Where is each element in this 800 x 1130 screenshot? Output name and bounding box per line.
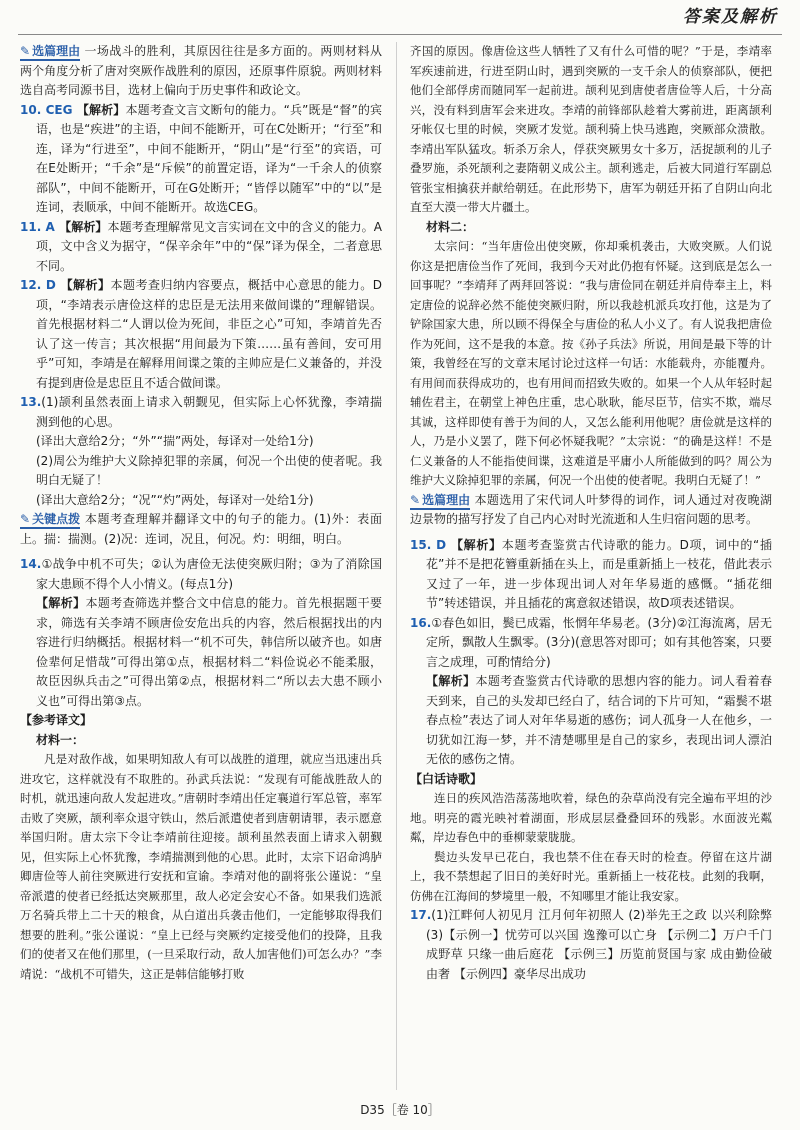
question-number: 17. xyxy=(410,908,432,922)
material-subheading xyxy=(20,731,382,751)
analysis-label: 【解析】 xyxy=(36,596,86,610)
question-number: 12. xyxy=(20,278,42,292)
scoring-note: (译出大意给2分；“况”“灼”两处，每译对一处给1分) xyxy=(36,492,314,507)
question-block xyxy=(20,276,382,393)
body-text: 凡是对敌作战，如果明知敌人有可以战胜的道理，就应当迅速出兵进攻它，这样就没有不取胜的。孙武兵法说：“发现有可能战胜敌人的时机，就迅速向敌人发起进攻。”唐朝时李靖出任定襄道行军总管，率军击败了突厥，颉利率众退守铁山，然后派遣使者到唐朝请罪，表示愿意举国归附。唐太宗下令让李靖前往迎接。颉利虽然表面上请求入朝觐见，但实际上心怀犹豫，李靖揣测到他的心思。此时，太宗下诏命鸿胪卿唐俭等人前往突厥进行安抚和宣谕。李靖对他的副将张公谨说：“皇帝派遣的使者已经抵达突厥那里，敌人必定会安心不备。如果我们选派万名骑兵带上二十天的粮食，从白道出兵袭击他们，一定能够取得我们想要的胜利。”张公谨说：“皇上已经与突厥约定接受他们的投降，且我们的使者又在他们那里，(一旦采取行动，敌人加害他们)可怎么办？”李靖说：“战机不可错失，这正是韩信能够打败 xyxy=(20,752,382,981)
material-subheading-text: 材料一： xyxy=(36,732,85,747)
text-paragraph xyxy=(20,594,382,711)
column-divider xyxy=(396,42,397,1090)
selection-note xyxy=(410,491,772,530)
question-number: 16. xyxy=(410,615,432,630)
text-paragraph xyxy=(20,750,382,984)
question-block xyxy=(20,101,382,218)
question-number: 11. xyxy=(20,219,42,234)
text-paragraph xyxy=(410,672,772,770)
selection-note xyxy=(20,510,382,549)
right-column xyxy=(410,42,772,984)
left-column xyxy=(20,42,382,984)
body-text: 本题考查鉴赏古代诗歌的思想内容的能力。词人看着春天到来，自己的头发却已经白了，结合词的下片可知，“霜鬓不堪春点检”表达了词人对年华易逝的感伤；词人孤身一人在他乡，一切犹如江海一梦，并不清楚哪里是自己的家乡，表现出词人漂泊无依的感伤之情。 xyxy=(426,674,772,766)
scoring-note: (译出大意给2分；“外”“揣”两处，每译对一处给1分) xyxy=(36,434,314,448)
section-heading-text: 【白话诗歌】 xyxy=(410,771,483,786)
body-text: 连日的疾风浩浩荡荡地吹着，绿色的杂草尚没有完全遍布平坦的沙地。明亮的霞光映衬着湖面，形成层层叠叠回环的残影。水面波光粼粼，岸边春色中的垂柳蒙蒙胧胧。 xyxy=(410,791,772,844)
body-text: 本题考查鉴赏古代诗歌的能力。D项，词中的“插花”并不是把花簪重新插在头上，而是重新插上一枝花，借此表示又过了一年，进一步体现出词人对年华易逝的感慨。“插花细节”转述错误，并且插花的寓意叙述错误，故D项表述错误。 xyxy=(426,537,772,610)
text-paragraph xyxy=(410,789,772,848)
analysis-label: 【解析】 xyxy=(426,674,476,688)
note-tag: ✎ 关键点拨 xyxy=(20,511,80,529)
note-tag: ✎ 选篇理由 xyxy=(20,43,80,61)
section-heading-text: 【参考译文】 xyxy=(20,713,93,727)
page-header: 答案及解析 xyxy=(683,7,778,27)
question-block xyxy=(410,906,772,984)
material-subheading-text: 材料二： xyxy=(426,219,475,234)
question-block xyxy=(20,218,382,277)
question-block xyxy=(20,393,382,510)
answer-text: (1)颉利虽然表面上请求入朝觐见，但实际上心怀犹豫，李靖揣测到他的心思。 xyxy=(36,395,382,429)
analysis-label: 【解析】 xyxy=(450,537,502,552)
body-text: 本题考查文言文断句的能力。“兵”既是“督”的宾语，也是“疾进”的主语，中间不能断开，可在C处断开；“行至”和连，译为“行进至”，中间不能断开，“阴山”是“行至”的宾语，可在E处断开；“千余”是“斥候”的前置定语，译为“一千余人的侦察部队”，中间不能断开，可在G处断开；“皆俘以随军”中的“以”是连词，表顺承，中间不能断开。故选CEG。 xyxy=(36,102,382,214)
body-text: 本题考查理解常见文言实词在文中的含义的能力。A项，文中含义为据守，“保辛余年”中的“保”译为保全，二者意思不同。 xyxy=(36,219,382,273)
header-rule xyxy=(18,34,782,35)
answer-key: A xyxy=(41,219,60,234)
note-tag: ✎ 选篇理由 xyxy=(410,492,470,510)
body-text: 太宗问：“当年唐俭出使突厥，你却乘机袭击，大败突厥。人们说你这是把唐俭当作了死间，我到今天对此仍抱有怀疑。这到底是怎么一回事呢？”李靖拜了两拜回答说：“我与唐俭同在朝廷并肩侍奉主上，料定唐俭的说辞必然不能使突厥归附，所以我趁机派兵攻打他，这是为了铲除国家大患，所以顾不得保全与唐俭的私人小义了。有人说我把唐俭作为死间，这不是我的本意。按《孙子兵法》所说，用间是最下等的计策，我曾经在写的文章末尾讨论过这样一句话：水能载舟，亦能覆舟。有用间而获得成功的，也有用间而招致失败的。如果一个人从年轻时起辅佐君主，在朝堂上神色庄重，忠心耿耿，能尽臣节，信实不欺，端尽其诚，这样即使有善于为间的人，又怎么能利用他呢？唐俭就是这样的人，乃是小义罢了，陛下何必怀疑我呢？”太宗说：“的确是这样！不是仁义兼备的人不能指使间谍，这难道是平庸小人所能做到的吗？周公为维护大义除掉犯罪的亲属，何况一个出使的使者呢。我明白无疑了！” xyxy=(410,239,772,487)
note-text: 本题考查理解并翻译文中的句子的能力。(1)外：表面上。揣：揣测。(2)况：连词，况且，何况。灼：明细，明白。 xyxy=(20,512,382,546)
question-number: 13. xyxy=(20,395,42,409)
body-text: 齐国的原因。像唐俭这些人牺牲了又有什么可惜的呢？”于是，李靖率军疾速前进，行进至阴山时，遇到突厥的一支千余人的侦察部队，便把他们全部俘虏而随同军一起前进。颉利见到唐使者唐俭等人后，十分高兴，没有料到唐军会来进攻。李靖的前锋部队趁着大雾前进，距离颉利牙帐仅七里的时候，突厥才发觉。颉利骑上快马逃跑，突厥部众溃散。李靖出军队猛攻。斩杀万余人，俘获突厥男女十多万，活捉颉利的儿子叠罗施，杀死颉利之妻隋朝义成公主。颉利逃走，后被大同道行军副总管张宝相擒获并献给朝廷。在此形势下，唐军为朝廷开拓了自阴山向北直至大漠一带大片疆土。 xyxy=(410,44,772,214)
question-number: 14. xyxy=(20,557,42,571)
answer-key: D xyxy=(41,278,61,292)
selection-note xyxy=(20,42,382,101)
question-number: 10. xyxy=(20,102,42,117)
body-text: 鬓边头发早已花白，我也禁不住在春天时的检查。停留在这片湖上，我不禁想起了旧日的美好时光。重新插上一枝花枝。此刻的我啊，仿佛在江海间的梦境里一般，不知哪里才能让我安家。 xyxy=(410,849,772,903)
answer-text: ①战争中机不可失；②认为唐俭无法使突厥归附；③为了消除国家大患顾不得个人小情义。(每点1分) xyxy=(36,557,382,591)
page-footer: D35［卷 10］ xyxy=(360,1102,440,1117)
note-text: 本题选用了宋代词人叶梦得的词作，词人通过对夜晚湖边景物的描写抒发了自己内心对时光流逝和人生归宿问题的思考。 xyxy=(410,492,772,526)
answer-text: (2)周公为维护大义除掉犯罪的亲属，何况一个出使的使者呢。我明白无疑了！ xyxy=(36,453,382,487)
answer-text: (1)江畔何人初见月 江月何年初照人 (2)举先王之政 以兴利除弊 (3)【示例一】忧劳可以兴国 逸豫可以亡身 【示例二】万户千门成野草 只缘一曲后庭花 【示例三】历览前贤国与家 成由勤俭破由奢 【示例四】豪华尽出成功 xyxy=(426,908,772,981)
note-text: 一场战斗的胜利，其原因往往是多方面的。两则材料从两个角度分析了唐对突厥作战胜利的原因，还原事件原貌。两则材料选自高考同源书目，选材上偏向于历史事件和政论文。 xyxy=(20,44,382,97)
answer-key: D xyxy=(431,537,451,552)
question-block xyxy=(410,614,772,673)
question-block xyxy=(20,555,382,594)
text-paragraph xyxy=(410,848,772,907)
analysis-label: 【解析】 xyxy=(60,278,111,292)
material-subheading xyxy=(410,218,772,238)
answer-text: ①春色如旧，鬓已成霜，怅惘年华易老。(3分)②江海流离，居无定所，飘散人生飘零。(3分)(意思答对即可；如有其他答案，只要言之成理，可酌情给分) xyxy=(426,615,772,669)
answer-key: CEG xyxy=(41,102,77,117)
analysis-label: 【解析】 xyxy=(76,102,126,117)
text-paragraph xyxy=(410,42,772,218)
section-heading xyxy=(410,770,772,790)
question-number: 15. xyxy=(410,537,432,552)
section-heading xyxy=(20,711,382,731)
question-block xyxy=(410,536,772,614)
body-text: 本题考查筛选并整合文中信息的能力。首先根据题干要求，筛选有关李靖不顾唐俭安危出兵的内容，然后根据找出的内容进行归纳概括。根据材料一“机不可失，韩信所以破齐也。如唐俭辈何足惜哉”可得出第①点，根据材料二“料俭说必不能柔服，故臣因纵兵击之”可得出第②点，根据材料二“所以去大患不顾小义也”可得出第③点。 xyxy=(36,596,382,708)
analysis-label: 【解析】 xyxy=(59,219,108,234)
body-text: 本题考查归纳内容要点，概括中心意思的能力。D项，“李靖表示唐俭这样的忠臣是无法用来做间谍的”理解错误。首先根据材料二“人谓以俭为死间，非臣之心”可知，李靖首先否认了这一传言；其次根据“用间最为下策……虽有善间，安可用乎”可知，李靖是在解释用间谍之策的主帅应是仁义兼备的，并没有提到唐俭是忠臣且不适合做间谍。 xyxy=(36,278,382,390)
text-paragraph xyxy=(410,237,772,491)
